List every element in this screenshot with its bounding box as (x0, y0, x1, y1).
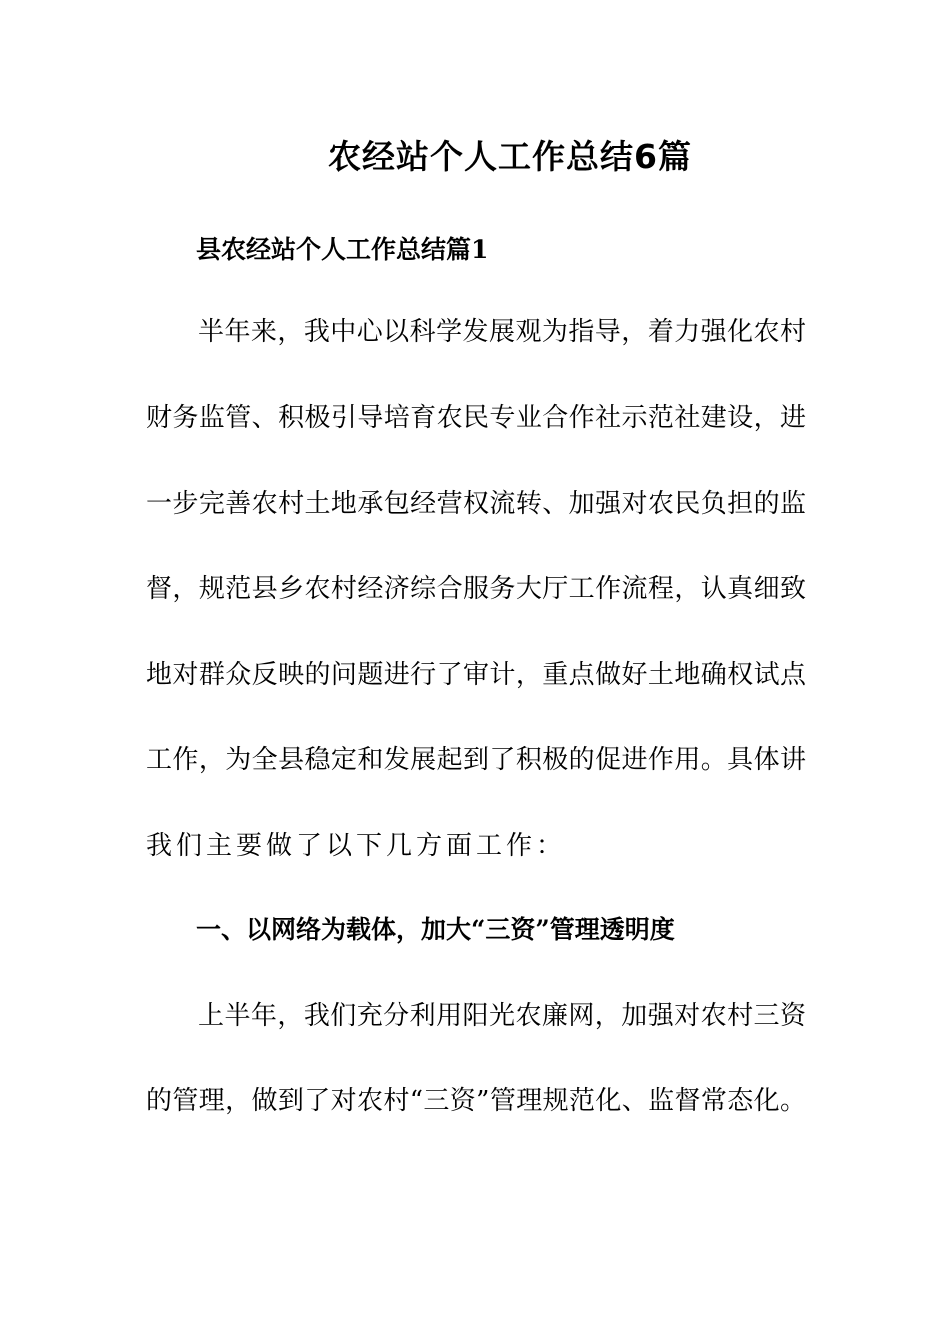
paragraph-line: 我们主要做了以下几方面工作： (146, 831, 567, 861)
paragraph-line: 上半年，我们充分利用阳光农廉网，加强对农村三资 (198, 1001, 806, 1031)
paragraph-line: 财务监管、积极引导培育农民专业合作社示范社建设，进 (146, 403, 806, 433)
paragraph-line: 半年来，我中心以科学发展观为指导，着力强化农村 (198, 317, 806, 347)
paragraph-line: 工作，为全县稳定和发展起到了积极的促进作用。具体讲 (146, 745, 806, 775)
section-heading: 县农经站个人工作总结篇1 (196, 235, 489, 264)
paragraph-line: 一步完善农村土地承包经营权流转、加强对农民负担的监 (146, 489, 806, 519)
subheading: 一、以网络为载体，加大“三资”管理透明度 (196, 915, 675, 944)
document-title: 农经站个人工作总结6篇 (328, 137, 692, 176)
paragraph-line: 督，规范县乡农村经济综合服务大厅工作流程，认真细致 (146, 574, 806, 604)
paragraph-line: 的管理，做到了对农村“三资”管理规范化、监督常态化。 (146, 1086, 806, 1116)
paragraph-line: 地对群众反映的问题进行了审计，重点做好土地确权试点 (146, 660, 806, 690)
